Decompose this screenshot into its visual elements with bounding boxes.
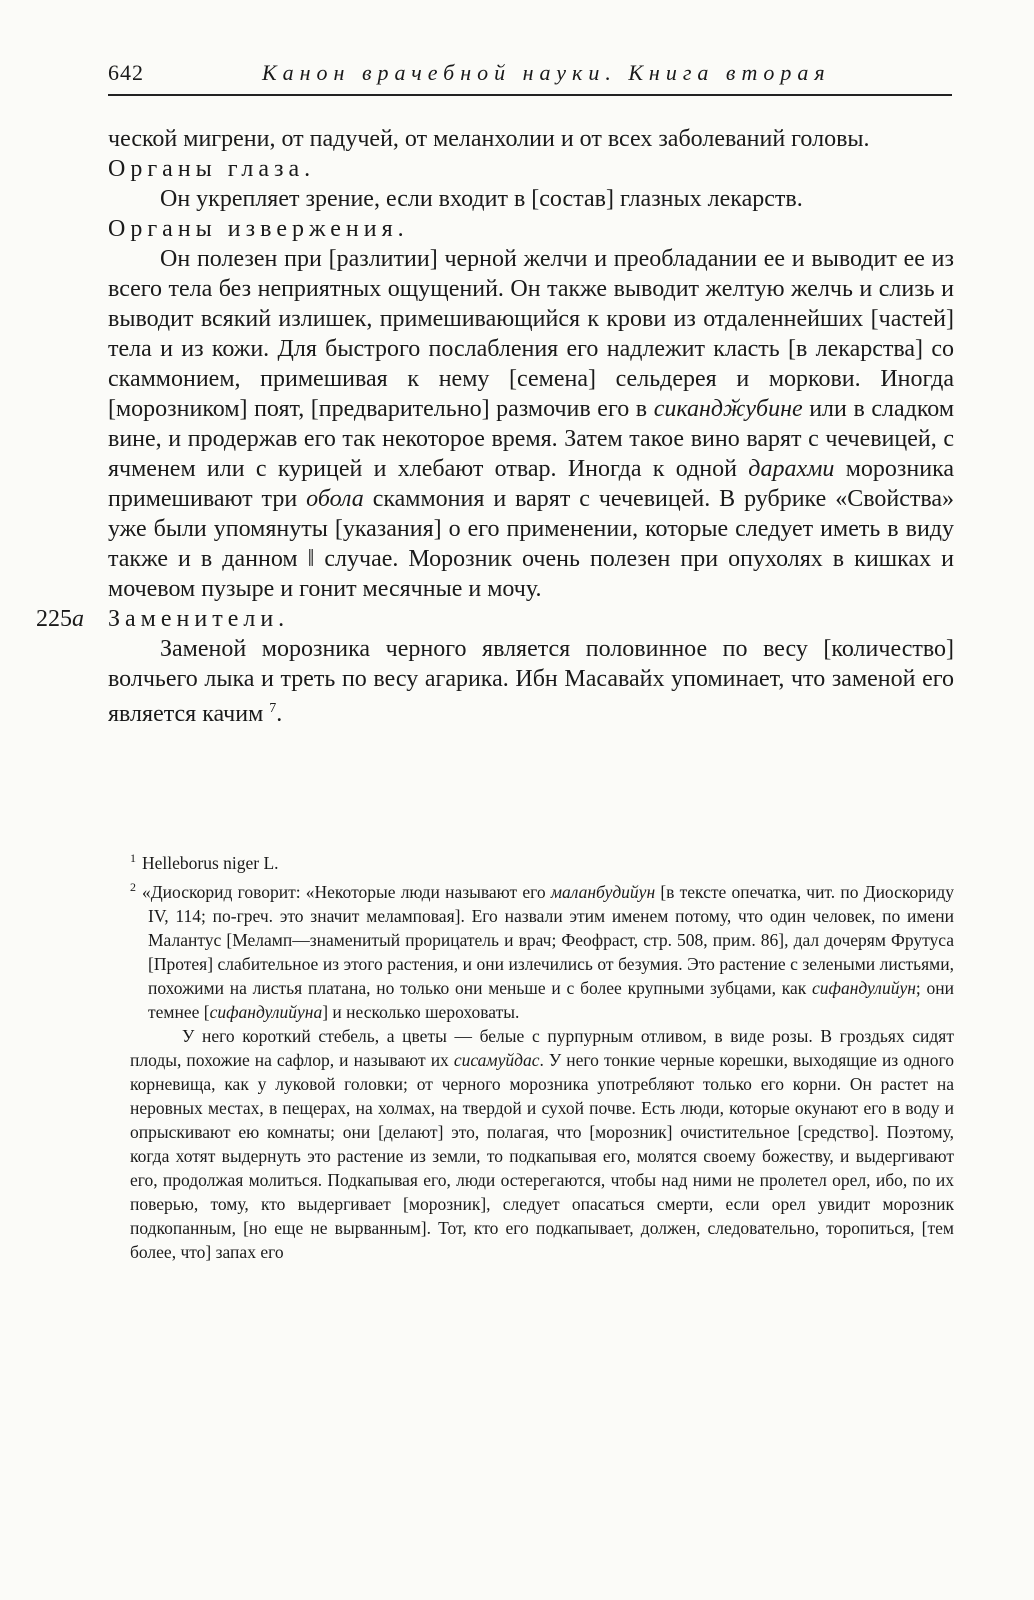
footnote-mark: 1 bbox=[130, 851, 136, 865]
text-span: У него короткий стебель, а цветы — белые с пурпурным отливом, в виде розы. В гроздьях сидят плоды, похожие на сафлор, и называют их bbox=[130, 1025, 954, 1070]
section-heading-eye: Органы глаза. bbox=[108, 156, 316, 182]
footnote-text: Helleborus niger L. bbox=[142, 852, 279, 873]
text-span: . bbox=[276, 701, 283, 727]
section-heading-substitutes: Заменители. bbox=[108, 606, 290, 632]
text-span: Он полезен при [разлитии] черной желчи и преобладании ее и выводит ее из всего тела без неприятных ощущений. Он также выводит желтую желчь и слизь и выводит всякий излишек, примешивающийся к крови из отдаленнейших [частей] тела и из кожи. Для быстрого послабления его надлежит класть [в лекарства] со скаммонием, примешивая к нему [семена] сельдерея и моркови. Иногда [морозником] поят, [предварительно] размочив его в bbox=[108, 246, 954, 422]
text-span: «Диоскорид говорит: «Некоторые люди называют его bbox=[142, 881, 546, 902]
term-sifanduliyun: сифандулийун bbox=[812, 977, 916, 998]
margin-note-number: 225 bbox=[36, 606, 72, 632]
term-obol: обола bbox=[306, 486, 364, 512]
footnote-1 bbox=[130, 846, 954, 875]
text-span: морозника примешивают три bbox=[108, 456, 955, 512]
margin-note bbox=[36, 604, 84, 634]
footnote-mark: 2 bbox=[130, 879, 136, 894]
text-span: ] и несколько шероховаты. bbox=[322, 1001, 520, 1022]
margin-note-letter: а bbox=[72, 606, 84, 632]
section-heading-excretion: Органы извержения. bbox=[108, 216, 409, 242]
text-span: . У него тонкие черные корешки, выходящие из одного корневища, как у луковой головки; от черного морозника употребляют только его корни. Он растет на неровных местах, в пещерах, на холмах, на твердой и сухой почве. Есть люди, которые окунают его в воду и опрыскивают ею комнаты; они [делают] это, полагая, что [морозник] очистительное [средство]. Поэтому, когда хотят выдернуть это растение из земли, то подкапывая его, молятся своему божеству, и выдергивают его, продолжая молиться. Подкапывая его, люди остерегаются, чтобы над ними не пролетел орел, ибо, по их поверью, тому, кто выдергивает [морозник], следует опасаться смерти, если орел увидит морозник подкопанным, [но еще не вырванным]. Тот, кто его подкапывает, должен, следовательно, торопиться, [тем более, что] запах его bbox=[130, 1049, 955, 1262]
footnotes bbox=[130, 846, 954, 1264]
term-sikanjubin: сикандӂубине bbox=[653, 396, 803, 422]
main-text bbox=[108, 124, 954, 729]
running-head: Канон врачебной науки. Книга вторая bbox=[262, 60, 831, 85]
text-span: скаммония и варят с чечевицей. В рубрике «Свойства» уже были упомянуты [указания] о его применении, которые следует иметь в виду также и в данном ‖ случае. Морозник очень полезен при опухолях в кишках и мочевом пузыре и гонит месячные и мочу. bbox=[108, 486, 955, 602]
term-darahmi: дарахми bbox=[748, 456, 835, 482]
text-span: или в сладком вине, и продержав его так некоторое время. Затем такое вино варят с чечевицей, с ячменем или с курицей и хлебают отвар. Иногда к одной bbox=[108, 396, 955, 482]
text-span: Заменой морозника черного является половинное по весу [количество] волчьего лыка и треть по весу агарика. Ибн Масавайх упоминает, что заменой его является качим bbox=[108, 636, 954, 727]
header-rule bbox=[108, 94, 952, 96]
term-sisamuydas: сисамуйдас bbox=[453, 1049, 540, 1070]
term-malanbudiyun: маланбудийун bbox=[550, 881, 656, 902]
footnote-ref: 7 bbox=[269, 701, 277, 716]
footnote-2 bbox=[130, 875, 954, 1024]
term-sifanduliyuna: сифандулийуна bbox=[209, 1001, 323, 1022]
footnote-2-continued bbox=[130, 1024, 954, 1264]
paragraph-continued: ческой мигрени, от падучей, от меланхолии и от всех заболеваний головы. bbox=[108, 126, 870, 152]
page-number: 642 bbox=[108, 60, 144, 85]
paragraph-substitutes bbox=[108, 634, 954, 729]
text-span: ; они темнее [ bbox=[148, 977, 955, 1022]
paragraph-eye: Он укрепляет зрение, если входит в [состав] глазных лекарств. bbox=[160, 186, 803, 212]
text-span: [в тексте опечатка, чит. по Диоскориду IV, 114; по-греч. это значит меламповая]. Его назвали этим именем потому, что один человек, по имени Малантус [Меламп—знаменитый прорицатель и врач; Феофраст, стр. 508, прим. 86], дал дочерям Фрутуса [Протея] слабительное из этого растения, и они излечились от безумия. Это растение с зелеными листьями, похожими на листья платана, но только они меньше и с более крупными зубцами, как bbox=[148, 881, 955, 998]
paragraph-excretion bbox=[108, 244, 954, 604]
